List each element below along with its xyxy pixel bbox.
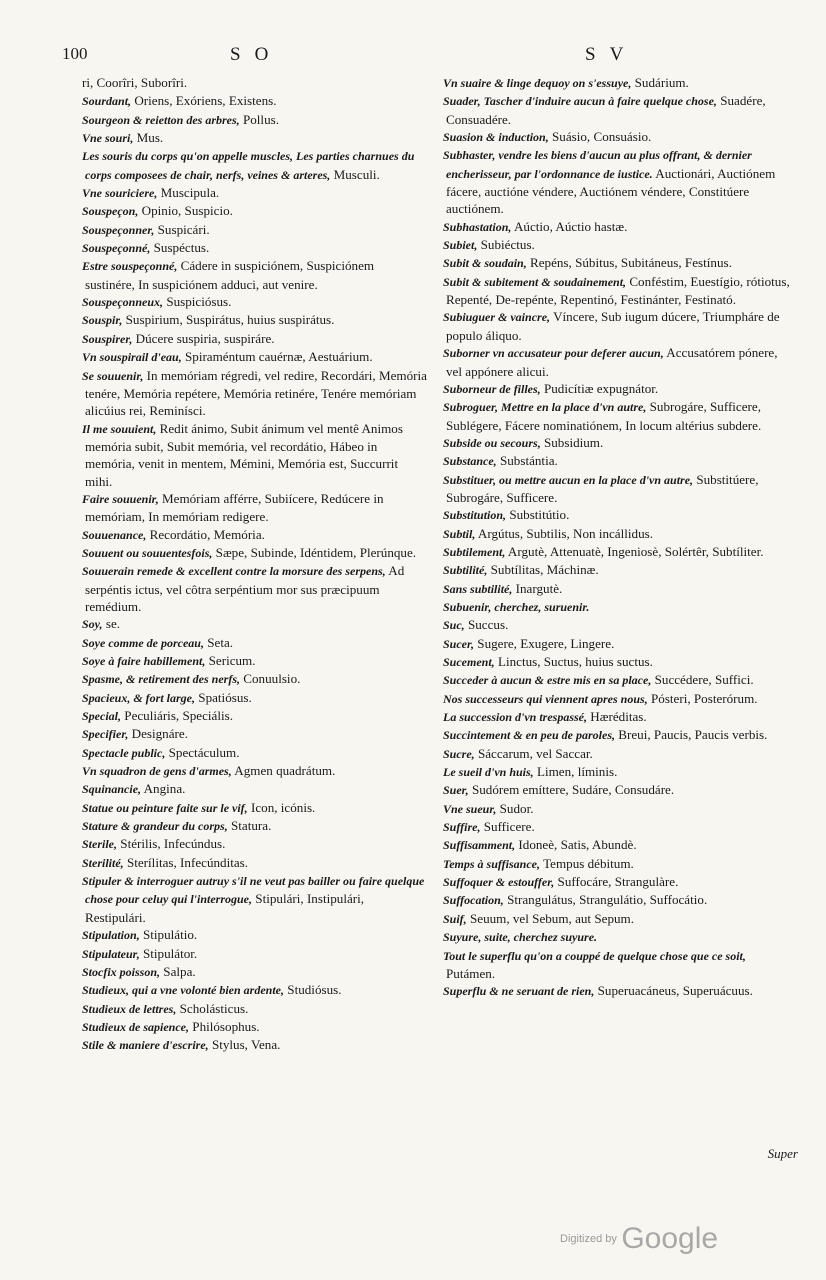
dictionary-entry [443, 580, 793, 598]
french-headword: Faire souuenir, [82, 491, 159, 506]
french-headword: Souuent ou souuentesfois, [82, 545, 213, 560]
french-headword: Sterile, [82, 837, 117, 852]
latin-equivalent: Pudicítiæ expugnátor. [543, 380, 659, 396]
dictionary-entry [82, 147, 427, 184]
latin-equivalent: Víncere, Sub iugum dúcere, Triumpháre de populo áliquo. [446, 309, 780, 343]
french-headword: Suborneur de filles, [443, 381, 541, 396]
dictionary-entry [82, 544, 427, 562]
french-headword: Suffire, [443, 820, 481, 835]
dictionary-entry [82, 490, 427, 526]
latin-equivalent: Pósteri, Posterórum. [650, 690, 758, 706]
latin-equivalent: Substántia. [499, 453, 558, 469]
latin-equivalent: Sudárium. [634, 75, 689, 90]
french-headword: Vne sueur, [443, 801, 497, 816]
french-headword: Suborner vn accusateur pour deferer aucun, [443, 346, 664, 361]
latin-equivalent: Succus. [467, 617, 509, 633]
latin-equivalent: Stérilis, Infecúndus. [120, 836, 226, 852]
latin-equivalent: Agmen quadrátum. [234, 763, 336, 779]
french-headword: Sucre, [443, 746, 475, 761]
dictionary-entry [443, 74, 793, 92]
french-headword: Sans subtilité, [443, 581, 513, 596]
french-headword: Special, [82, 709, 121, 724]
french-headword: Temps à suffisance, [443, 856, 541, 871]
dictionary-entry [443, 671, 793, 689]
dictionary-entry [443, 800, 793, 818]
dictionary-entry [82, 1018, 427, 1036]
latin-equivalent: Inargutè. [515, 580, 563, 596]
french-headword: Subit & subitement & soudainement, [443, 274, 627, 289]
dictionary-entry [443, 635, 793, 653]
latin-equivalent: Redit ánimo, Subit ánimum vel mentê Animos memória subit, Subit memória, vel recordátio, Hábeo in memória, venit in mentem, Mémini, Memória est, Succurrit mihi. [85, 420, 403, 489]
french-headword: Succeder à aucun & estre mis en sa place, [443, 673, 652, 688]
dictionary-entry [443, 308, 793, 344]
latin-equivalent: Subiéctus. [480, 237, 535, 253]
dictionary-entry [443, 561, 793, 579]
latin-equivalent: Limen, líminis. [536, 764, 618, 780]
latin-equivalent: Succédere, Suffici. [654, 672, 754, 688]
latin-equivalent: In memóriam régredi, vel redire, Recordári, Memória tenére, Memória repétere, Memória retinére, Tenére memóriam alicúius rei, Reminísci. [85, 367, 427, 419]
french-headword: Subuenir, cherchez, suruenir. [443, 599, 590, 614]
french-headword: Souuenance, [82, 527, 147, 542]
latin-equivalent: Studiósus. [287, 982, 342, 998]
latin-equivalent: Hæréditas. [590, 709, 647, 725]
dictionary-entry [82, 367, 427, 420]
french-headword: Spacieux, & fort large, [82, 690, 195, 705]
dictionary-entry [82, 1000, 427, 1018]
dictionary-entry [82, 981, 427, 999]
latin-equivalent: Conuulsio. [243, 671, 301, 687]
dictionary-entry [443, 836, 793, 854]
dictionary-entry [443, 910, 793, 928]
dictionary-entry [82, 780, 427, 798]
dictionary-entry [443, 873, 793, 891]
french-headword: Stipulateur, [82, 946, 140, 961]
french-headword: Subiet, [443, 238, 478, 253]
latin-equivalent: Suspirium, Suspirátus, huius suspirátus. [125, 312, 335, 328]
latin-equivalent: se. [105, 616, 121, 632]
dictionary-entry [82, 293, 427, 311]
latin-equivalent: Sufficere. [483, 819, 535, 835]
latin-equivalent: Muscipula. [160, 185, 220, 201]
dictionary-entry [443, 616, 793, 634]
french-headword: Souspir, [82, 313, 123, 328]
french-headword: Tout le superflu qu'on a couppé de quelque chose que ce soit, [443, 948, 746, 963]
latin-equivalent: Sugere, Exugere, Lingere. [477, 635, 615, 651]
french-headword: Le sueil d'vn huis, [443, 765, 534, 780]
french-headword: Souuerain remede & excellent contre la morsure des serpens, [82, 564, 386, 579]
dictionary-entry [443, 273, 793, 309]
french-headword: Estre souspeçonné, [82, 259, 178, 274]
latin-equivalent: Substitúere, Subrogáre, Sufficere. [446, 471, 759, 505]
french-headword: Soye à faire habillement, [82, 654, 206, 668]
latin-equivalent: Suspiciósus. [166, 294, 232, 310]
french-headword: La succession d'vn trespassé, [443, 710, 587, 725]
french-headword: Statue ou peinture faite sur le vif, [82, 800, 248, 815]
dictionary-entry [82, 92, 427, 110]
latin-equivalent: Stylus, Vena. [211, 1037, 281, 1053]
french-headword: Studieux de sapience, [82, 1019, 189, 1034]
dictionary-entry [82, 239, 427, 257]
latin-equivalent: Subsidium. [543, 434, 604, 450]
latin-equivalent: Seta. [207, 634, 234, 650]
latin-equivalent: Subrogáre, Sufficere, Sublégere, Fácere nominatiónem, In locum altérius subdere. [446, 399, 762, 433]
dictionary-entry [82, 854, 427, 872]
french-headword: Sterilité, [82, 855, 124, 870]
dictionary-entry [82, 835, 427, 853]
french-headword: Specifier, [82, 727, 129, 742]
french-headword: Stipulation, [82, 928, 140, 943]
dictionary-entry [82, 257, 427, 293]
dictionary-entry [443, 726, 793, 744]
dictionary-entry [443, 928, 793, 946]
french-headword: Vne souri, [82, 131, 134, 146]
dictionary-entry [82, 670, 427, 688]
latin-equivalent: Oriens, Exóriens, Existens. [134, 93, 277, 109]
french-headword: Substituer, ou mettre aucun en la place d'vn autre, [443, 472, 694, 487]
french-headword: Subhastation, [443, 219, 512, 234]
latin-equivalent: Suspicári. [157, 221, 210, 237]
french-headword: Sourgeon & reietton des arbres, [82, 112, 240, 127]
latin-equivalent: Spiraméntum cauérnæ, Aestuárium. [184, 349, 373, 365]
french-headword: Subroguer, Mettre en la place d'vn autre, [443, 400, 647, 415]
latin-equivalent: Strangulátus, Strangulátio, Suffocátio. [507, 892, 708, 908]
dictionary-entry [443, 891, 793, 909]
latin-equivalent: Suspéctus. [153, 240, 210, 256]
dictionary-entry [443, 781, 793, 799]
page-number: 100 [62, 44, 88, 63]
dictionary-entry [82, 129, 427, 147]
dictionary-entry [443, 525, 793, 543]
french-headword: Squinancie, [82, 782, 142, 797]
dictionary-entry [82, 221, 427, 239]
latin-equivalent: Angina. [143, 781, 186, 797]
latin-equivalent: Linctus, Suctus, huius suctus. [497, 654, 653, 669]
french-headword: Subtilement, [443, 544, 506, 559]
french-headword: Studieux de lettres, [82, 1001, 177, 1016]
latin-equivalent: Conféstim, Euestígio, rótiotus, Repenté, De-repénte, Repentinó, Festinánter, Festinató. [446, 273, 790, 308]
french-headword: Suif, [443, 911, 467, 926]
french-headword: Spectacle public, [82, 745, 166, 760]
dictionary-entry [82, 799, 427, 817]
header-right-title: SV [585, 44, 638, 65]
latin-equivalent: Seuum, vel Sebum, aut Sepum. [469, 910, 634, 926]
french-headword: Substance, [443, 454, 497, 469]
french-headword: Suasion & induction, [443, 130, 549, 145]
dictionary-entry [82, 725, 427, 743]
dictionary-entry [443, 146, 793, 217]
dictionary-entry [82, 111, 427, 129]
dictionary-entry [82, 526, 427, 544]
dictionary-entry [443, 745, 793, 763]
digitized-label: Digitized by [560, 1233, 617, 1245]
french-headword: Subit & soudain, [443, 256, 527, 271]
latin-equivalent: Sudor. [499, 800, 534, 816]
latin-equivalent: Opinio, Suspicio. [141, 203, 233, 219]
google-logo: Google [621, 1222, 719, 1255]
latin-equivalent: Accusatórem pónere, vel appónere alicui. [446, 345, 778, 379]
french-headword: Souspirer, [82, 331, 133, 346]
latin-equivalent: Statura. [230, 818, 272, 834]
left-column [82, 74, 427, 1055]
latin-equivalent: Stipulátor. [142, 945, 198, 961]
latin-equivalent: Sericum. [208, 653, 256, 668]
dictionary-entry [443, 254, 793, 272]
latin-equivalent: Superuacáneus, Superuácuus. [597, 983, 753, 999]
french-headword: Les souris du corps qu'on appelle muscles, Les parties charnues du corps composees de chair, nerfs, veines & arteres, [82, 149, 415, 182]
dictionary-entry [82, 872, 427, 926]
dictionary-entry [443, 543, 793, 561]
latin-equivalent: Musculi. [333, 166, 380, 182]
latin-equivalent: Ad serpéntis ictus, vel côtra serpéntium mor sus præcipuum remédium. [85, 563, 405, 614]
dictionary-entry [82, 945, 427, 963]
french-headword: Suyure, suite, cherchez suyure. [443, 930, 598, 945]
french-headword: Stile & maniere d'escrire, [82, 1038, 209, 1053]
dictionary-entry [443, 128, 793, 146]
latin-equivalent: Icon, icónis. [250, 799, 316, 815]
dictionary-entry [443, 344, 793, 380]
french-headword: Vn suaire & linge dequoy on s'essuye, [443, 76, 632, 90]
french-headword: Stipuler & interroguer autruy s'il ne veut pas bailler ou faire quelque chose pour celuy qui l'interrogue, [82, 874, 425, 907]
digitized-footer [560, 1222, 718, 1256]
latin-equivalent: Auctionári, Auctiónem fácere, auctióne véndere, Auctiónem véndere, Constitúere auctiónem. [446, 165, 776, 217]
french-headword: Vn souspirail d'eau, [82, 350, 182, 365]
latin-equivalent: Subtílitas, Máchinæ. [490, 562, 599, 578]
french-headword: Suc, [443, 618, 465, 633]
dictionary-entry [82, 744, 427, 762]
french-headword: Stature & grandeur du corps, [82, 819, 228, 834]
french-headword: Superflu & ne seruant de rien, [443, 984, 595, 999]
dictionary-entry [82, 707, 427, 725]
latin-equivalent: Sæpe, Subinde, Idéntidem, Plerúnque. [215, 544, 417, 560]
dictionary-entry [443, 398, 793, 434]
header-left-title: SO [230, 44, 283, 65]
dictionary-entry [82, 348, 427, 366]
latin-equivalent: Sáccarum, vel Saccar. [477, 745, 593, 761]
dictionary-entry [443, 690, 793, 708]
french-headword: Souspeçonné, [82, 241, 151, 256]
dictionary-entry [443, 947, 793, 983]
latin-equivalent: Argutè, Attenuatè, Ingeniosè, Solértêr, Subtíliter. [507, 543, 764, 559]
french-headword: Subside ou secours, [443, 435, 541, 450]
french-headword: Stocfix poisson, [82, 964, 161, 979]
latin-equivalent: Breui, Paucis, Paucis verbis. [618, 727, 768, 743]
dictionary-entry [443, 598, 793, 616]
latin-equivalent: Spatiósus. [198, 689, 252, 705]
latin-equivalent: Memóriam afférre, Subiícere, Redúcere in memóriam, In memóriam redigere. [85, 490, 384, 525]
dictionary-entry [82, 184, 427, 202]
latin-equivalent: Pollus. [242, 111, 279, 127]
french-headword: Sucement, [443, 655, 495, 669]
latin-equivalent: Designáre. [131, 726, 188, 742]
latin-equivalent: Substitútio. [509, 507, 570, 523]
latin-equivalent: Suadére, Consuadére. [446, 93, 766, 127]
french-headword: Se souuenir, [82, 368, 144, 383]
french-headword: Substitution, [443, 508, 507, 523]
latin-equivalent: Idoneè, Satis, Abundè. [518, 837, 637, 853]
french-headword: Studieux, qui a vne volonté bien ardente, [82, 983, 285, 998]
latin-equivalent: Mus. [136, 130, 164, 146]
dictionary-entry [82, 963, 427, 981]
french-headword: Souspeçon, [82, 204, 139, 219]
french-headword: Sucer, [443, 636, 475, 651]
french-headword: Subtil, [443, 526, 476, 541]
french-headword: Vne souriciere, [82, 186, 158, 201]
dictionary-entry [443, 92, 793, 128]
french-headword: Suader, Tascher d'induire aucun à faire quelque chose, [443, 94, 717, 109]
dictionary-entry [82, 420, 427, 490]
dictionary-entry [82, 330, 427, 348]
latin-equivalent: Putámen. [446, 965, 496, 981]
dictionary-entry [443, 506, 793, 524]
catchword: Super [767, 1146, 798, 1161]
dictionary-entry [82, 615, 427, 633]
french-headword: Souspeçonneux, [82, 295, 164, 310]
dictionary-entry [443, 982, 793, 1000]
dictionary-entry [82, 689, 427, 707]
french-headword: Subtilité, [443, 563, 488, 578]
latin-equivalent: Sudórem emíttere, Sudáre, Consudáre. [471, 782, 675, 798]
french-headword: Subiuguer & vaincre, [443, 310, 551, 325]
french-headword: Suffoquer & estouffer, [443, 875, 555, 890]
french-headword: Soy, [82, 617, 103, 632]
dictionary-entry [82, 634, 427, 652]
dictionary-entry [82, 74, 427, 92]
french-headword: Subhaster, vendre les biens d'aucun au plus offrant, & dernier encherisseur, par l'ordonnance de iustice. [443, 148, 752, 181]
dictionary-entry [443, 380, 793, 398]
right-column [443, 74, 793, 1001]
latin-equivalent: Argútus, Subtilis, Non incállidus. [477, 525, 653, 541]
latin-equivalent: Suásio, Consuásio. [552, 129, 652, 145]
latin-equivalent: Recordátio, Memória. [149, 526, 265, 542]
latin-equivalent: Stipulári, Instipulári, Restipulári. [85, 891, 365, 925]
latin-equivalent: ri, Coorîri, Suborîri. [82, 75, 188, 90]
dictionary-entry [82, 652, 427, 670]
latin-equivalent: Suffocáre, Strangulàre. [557, 874, 679, 890]
latin-equivalent: Sterílitas, Infecúnditas. [126, 854, 249, 870]
dictionary-entry [82, 202, 427, 220]
french-headword: Suer, [443, 783, 469, 798]
french-headword: Suffisamment, [443, 838, 516, 853]
latin-equivalent: Stipulátio. [142, 927, 198, 943]
latin-equivalent: Cádere in suspiciónem, Suspiciónem sustinére, In suspiciónem adduci, aut venire. [85, 258, 375, 292]
dictionary-entry [82, 1036, 427, 1054]
latin-equivalent: Peculiáris, Speciális. [124, 708, 234, 724]
dictionary-entry [82, 762, 427, 780]
dictionary-entry [82, 562, 427, 615]
french-headword: Suffocation, [443, 893, 504, 908]
dictionary-entry [443, 218, 793, 236]
dictionary-entry [443, 855, 793, 873]
dictionary-entry [82, 311, 427, 329]
dictionary-entry [443, 471, 793, 507]
dictionary-entry [443, 818, 793, 836]
latin-equivalent: Repéns, Súbitus, Subitáneus, Festínus. [529, 255, 732, 271]
dictionary-entry [82, 817, 427, 835]
french-headword: Sourdant, [82, 94, 132, 109]
latin-equivalent: Scholásticus. [179, 1000, 249, 1016]
french-headword: Soye comme de porceau, [82, 635, 204, 650]
latin-equivalent: Aúctio, Aúctio hastæ. [513, 218, 628, 234]
dictionary-entry [443, 434, 793, 452]
french-headword: Spasme, & retirement des nerfs, [82, 672, 240, 687]
latin-equivalent: Dúcere suspiria, suspiráre. [135, 330, 275, 346]
dictionary-entry [443, 653, 793, 671]
latin-equivalent: Salpa. [163, 963, 196, 979]
dictionary-entry [443, 708, 793, 726]
dictionary-entry [443, 236, 793, 254]
french-headword: Souspeçonner, [82, 222, 155, 237]
french-headword: Vn squadron de gens d'armes, [82, 764, 232, 779]
dictionary-entry [443, 452, 793, 470]
latin-equivalent: Tempus débitum. [543, 855, 634, 871]
dictionary-entry [443, 763, 793, 781]
french-headword: Succintement & en peu de paroles, [443, 728, 615, 743]
latin-equivalent: Philósophus. [192, 1018, 260, 1034]
dictionary-entry [82, 926, 427, 944]
french-headword: Nos successeurs qui viennent apres nous, [443, 691, 648, 706]
french-headword: Il me souuient, [82, 421, 157, 436]
latin-equivalent: Spectáculum. [168, 744, 240, 760]
